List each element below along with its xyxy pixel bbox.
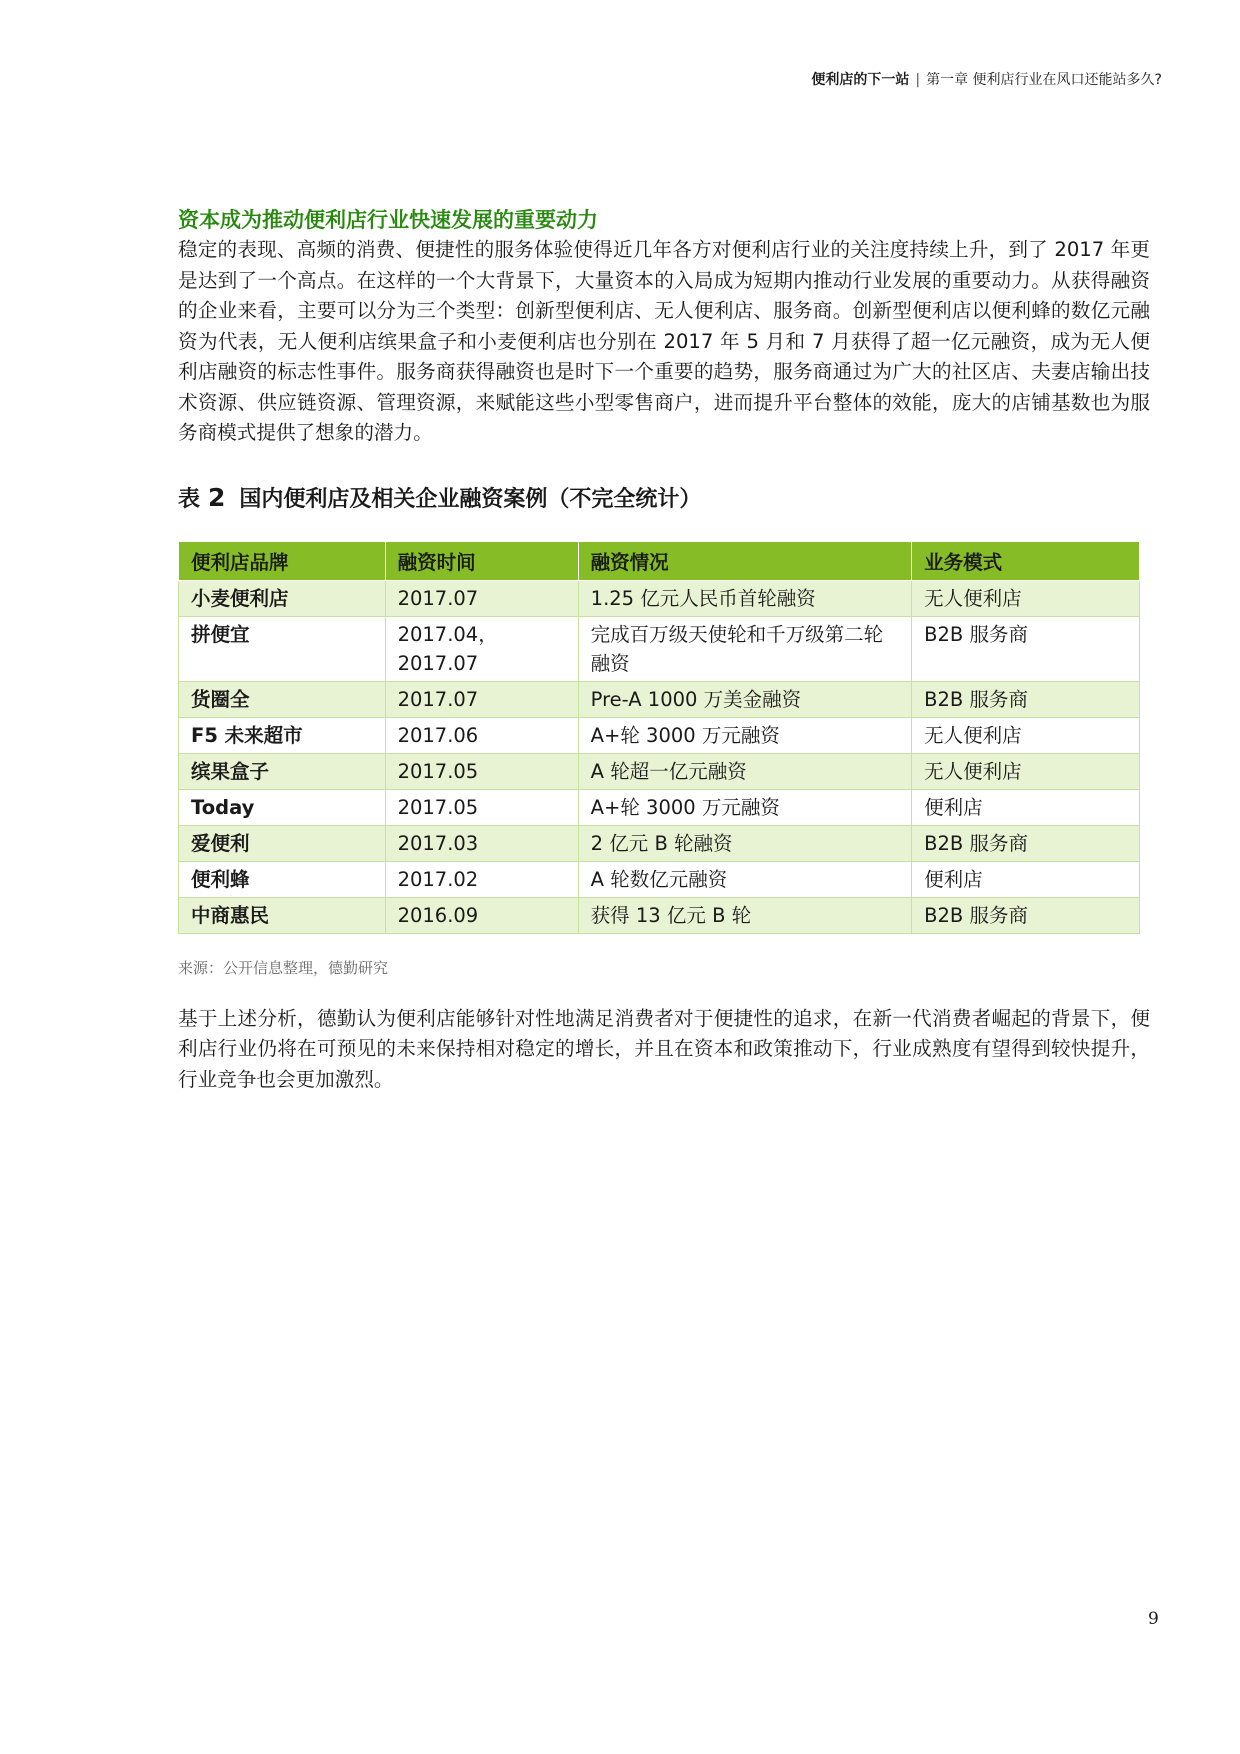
table-caption: [178, 481, 1150, 517]
table-header-row: [179, 541, 1140, 580]
cell-financing: A 轮数亿元融资: [578, 861, 911, 897]
cell-financing: Pre-A 1000 万美金融资: [578, 681, 911, 717]
table-label: 表: [178, 486, 201, 512]
cell-model: B2B 服务商: [912, 616, 1140, 681]
cell-model: B2B 服务商: [912, 825, 1140, 861]
cell-financing: A+轮 3000 万元融资: [578, 789, 911, 825]
table-row: [179, 753, 1140, 789]
cell-financing: 完成百万级天使轮和千万级第二轮融资: [578, 616, 911, 681]
column-header-date: 融资时间: [385, 541, 578, 580]
page-header: [811, 70, 1162, 90]
cell-model: B2B 服务商: [912, 681, 1140, 717]
table-row: [179, 681, 1140, 717]
body-paragraph: 稳定的表现、高频的消费、便捷性的服务体验使得近几年各方对便利店行业的关注度持续上升，到了 2017 年更是达到了一个高点。在这样的一个大背景下，大量资本的入局成为短期内推动行业发展的重要动力。从获得融资的企业来看，主要可以分为三个类型：创新型便利店、无人便利店、服务商。创新型便利店以便利蜂的数亿元融资为代表，无人便利店缤果盒子和小麦便利店也分别在 2017 年 5 月和 7 月获得了超一亿元融资，成为无人便利店融资的标志性事件。服务商获得融资也是时下一个重要的趋势，服务商通过为广大的社区店、夫妻店输出技术资源、供应链资源、管理资源，来赋能这些小型零售商户，进而提升平台整体的效能，庞大的店铺基数也为服务商模式提供了想象的潜力。: [178, 238, 1150, 444]
cell-date: 2017.05: [385, 753, 578, 789]
table-row: [179, 717, 1140, 753]
cell-brand: 缤果盒子: [179, 753, 386, 789]
cell-date: 2017.06: [385, 717, 578, 753]
cell-brand: 货圈全: [179, 681, 386, 717]
cell-brand: 小麦便利店: [179, 580, 386, 616]
cell-date: 2017.04，2017.07: [385, 616, 578, 681]
document-title: 便利店的下一站: [811, 72, 910, 88]
column-header-brand: 便利店品牌: [179, 541, 386, 580]
chapter-title: 第一章 便利店行业在风口还能站多久?: [926, 72, 1162, 88]
cell-model: 无人便利店: [912, 580, 1140, 616]
cell-financing: 1.25 亿元人民币首轮融资: [578, 580, 911, 616]
cell-date: 2017.03: [385, 825, 578, 861]
table-row: [179, 897, 1140, 933]
cell-brand: 便利蜂: [179, 861, 386, 897]
page-number: 9: [1148, 1609, 1159, 1629]
cell-model: 无人便利店: [912, 753, 1140, 789]
cell-date: 2017.02: [385, 861, 578, 897]
cell-financing: 获得 13 亿元 B 轮: [578, 897, 911, 933]
section-heading: 资本成为推动便利店行业快速发展的重要动力: [178, 208, 598, 232]
cell-model: 便利店: [912, 861, 1140, 897]
column-header-financing: 融资情况: [578, 541, 911, 580]
cell-brand: Today: [179, 789, 386, 825]
cell-date: 2017.07: [385, 681, 578, 717]
cell-model: B2B 服务商: [912, 897, 1140, 933]
cell-brand: 爱便利: [179, 825, 386, 861]
column-header-model: 业务模式: [912, 541, 1140, 580]
header-separator: |: [915, 72, 921, 88]
cell-brand: 拼便宜: [179, 616, 386, 681]
table-row: [179, 616, 1140, 681]
cell-financing: A+轮 3000 万元融资: [578, 717, 911, 753]
table-row: [179, 789, 1140, 825]
table-row: [179, 580, 1140, 616]
cell-brand: F5 未来超市: [179, 717, 386, 753]
cell-financing: A 轮超一亿元融资: [578, 753, 911, 789]
page-content: [178, 205, 1150, 1095]
table-source-note: 来源：公开信息整理，德勤研究: [178, 958, 389, 977]
cell-model: 便利店: [912, 789, 1140, 825]
cell-model: 无人便利店: [912, 717, 1140, 753]
cell-brand: 中商惠民: [179, 897, 386, 933]
table-title: 国内便利店及相关企业融资案例（不完全统计）: [239, 486, 702, 512]
cell-date: 2016.09: [385, 897, 578, 933]
cell-date: 2017.07: [385, 580, 578, 616]
conclusion-paragraph: 基于上述分析，德勤认为便利店能够针对性地满足消费者对于便捷性的追求，在新一代消费者崛起的背景下，便利店行业仍将在可预见的未来保持相对稳定的增长，并且在资本和政策推动下，行业成熟度有望得到较快提升，行业竞争也会更加激烈。: [178, 1006, 1150, 1091]
table-row: [179, 861, 1140, 897]
cell-financing: 2 亿元 B 轮融资: [578, 825, 911, 861]
table-row: [179, 825, 1140, 861]
financing-table: [178, 541, 1140, 934]
cell-date: 2017.05: [385, 789, 578, 825]
table-number: 2: [208, 482, 226, 512]
